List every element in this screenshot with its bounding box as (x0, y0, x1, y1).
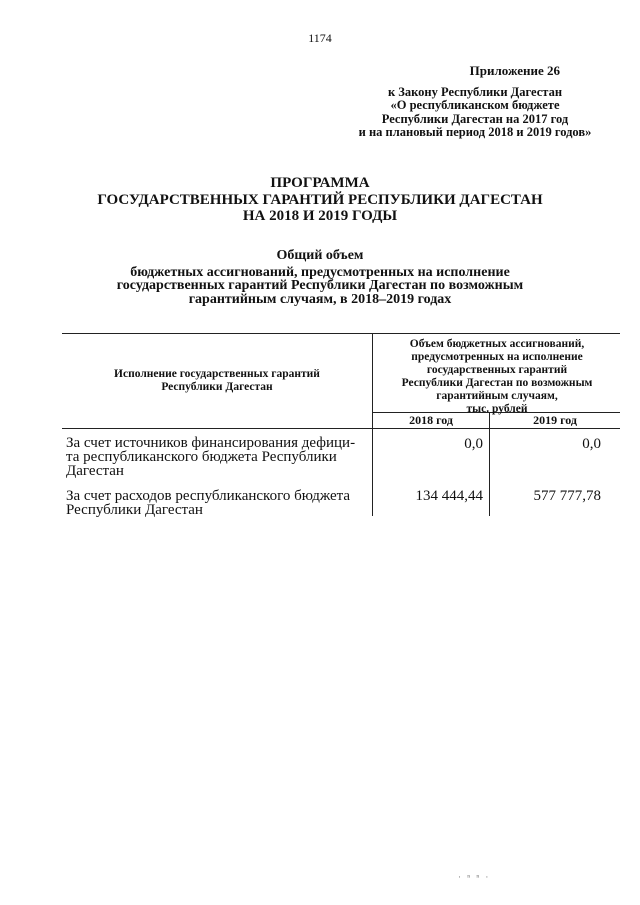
appendix-line: «О республиканском бюджете (390, 98, 560, 112)
value-2019-row2: 577 777,78 (533, 488, 601, 504)
column-header-execution (62, 368, 372, 394)
year-header-2018: 2018 год (409, 413, 453, 427)
header-line: тыс. рублей (466, 403, 528, 415)
header-line: Исполнение государственных гарантий (114, 368, 320, 380)
table-row-label (66, 436, 371, 478)
program-title-line: ПРОГРАММА (270, 175, 370, 191)
table-top-rule (62, 333, 620, 334)
header-line: Республики Дагестан по возможным (401, 377, 593, 389)
program-title-line: НА 2018 И 2019 ГОДЫ (242, 208, 398, 224)
row-label-line: За счет расходов республиканского бюджета (66, 488, 351, 504)
appendix-line: к Закону Республики Дагестан (387, 84, 563, 99)
value-2019-row1: 0,0 (582, 436, 601, 452)
year-header-2019: 2019 год (533, 413, 577, 427)
header-line: Республики Дагестан (161, 381, 273, 393)
appendix-line: и на плановый период 2018 и 2019 годов» (358, 125, 592, 139)
subtitle-line: государственных гарантий Республики Дагестан по возможным (116, 278, 524, 293)
row-label-line: Республики Дагестан (66, 502, 203, 518)
page-number: 1174 (308, 31, 332, 45)
subtitle-line: Общий объем (276, 248, 364, 263)
row-label-line: та республиканского бюджета Республики (66, 449, 337, 465)
section-subtitle (0, 249, 640, 306)
header-line: гарантийным случаям, (436, 390, 558, 402)
value-2018-row1: 0,0 (464, 436, 483, 452)
program-title-line: ГОСУДАРСТВЕННЫХ ГАРАНТИЙ РЕСПУБЛИКИ ДАГЕСТАН (97, 191, 543, 208)
header-line: государственных гарантий (426, 364, 568, 376)
subtitle-line: бюджетных ассигнований, предусмотренных на исполнение (130, 264, 510, 280)
subtitle-line: гарантийным случаям, в 2018–2019 годах (188, 291, 452, 307)
appendix-reference (330, 64, 620, 140)
appendix-line: Республики Дагестан на 2017 год (381, 111, 569, 126)
value-2018-row2: 134 444,44 (415, 488, 483, 504)
table-header-bottom-rule (62, 428, 620, 429)
table-row-label (66, 489, 371, 517)
program-title (0, 175, 640, 225)
row-label-line: Дагестан (66, 463, 124, 479)
header-line: Объем бюджетных ассигнований, (409, 338, 585, 350)
scan-artifact: · ⁿ ⁿ · (458, 872, 491, 882)
appendix-title: Приложение 26 (469, 63, 560, 78)
row-label-line: За счет источников финансирования дефици- (66, 435, 356, 451)
header-line: предусмотренных на исполнение (411, 351, 583, 363)
column-header-allocations (374, 338, 620, 416)
